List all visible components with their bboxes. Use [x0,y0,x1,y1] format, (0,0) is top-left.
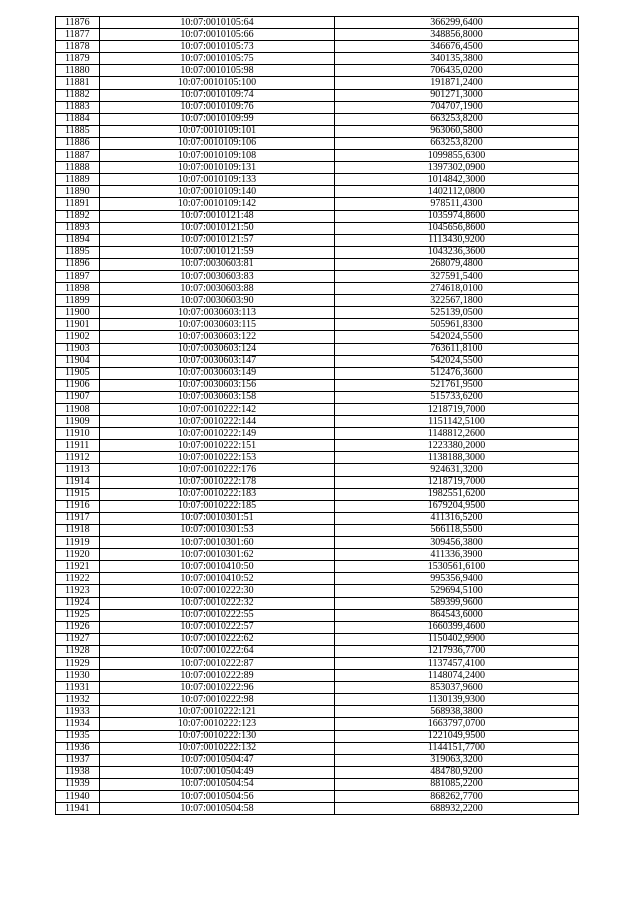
cadastral-number-cell: 10:07:0010222:130 [100,730,335,742]
table-row [56,670,579,682]
table-body [56,17,579,815]
table-row [56,29,579,41]
table-row [56,488,579,500]
value-cell: 529694,5100 [335,585,579,597]
row-number-cell: 11876 [56,17,100,29]
row-number-cell: 11923 [56,585,100,597]
value-cell: 525139,0500 [335,307,579,319]
table-row [56,730,579,742]
row-number-cell: 11901 [56,319,100,331]
value-cell: 542024,5500 [335,331,579,343]
value-cell: 327591,5400 [335,270,579,282]
table-row [56,222,579,234]
table-row [56,343,579,355]
row-number-cell: 11894 [56,234,100,246]
cadastral-number-cell: 10:07:0010109:140 [100,186,335,198]
table-row [56,234,579,246]
value-cell: 521761,9500 [335,379,579,391]
cadastral-number-cell: 10:07:0010105:75 [100,53,335,65]
value-cell: 1137457,4100 [335,657,579,669]
table-row [56,633,579,645]
value-cell: 1043236,3600 [335,246,579,258]
cadastral-number-cell: 10:07:0010222:142 [100,404,335,416]
value-cell: 864543,6000 [335,609,579,621]
row-number-cell: 11929 [56,657,100,669]
table-row [56,125,579,137]
cadastral-value-table [55,16,579,815]
table-row [56,682,579,694]
value-cell: 268079,4800 [335,258,579,270]
table-row [56,416,579,428]
value-cell: 1660399,4600 [335,621,579,633]
cadastral-number-cell: 10:07:0030603:81 [100,258,335,270]
value-cell: 1663797,0700 [335,718,579,730]
value-cell: 1035974,8600 [335,210,579,222]
table-row [56,585,579,597]
cadastral-number-cell: 10:07:0010222:64 [100,645,335,657]
table-row [56,258,579,270]
cadastral-number-cell: 10:07:0010222:183 [100,488,335,500]
row-number-cell: 11890 [56,186,100,198]
table-row [56,89,579,101]
value-cell: 366299,6400 [335,17,579,29]
row-number-cell: 11924 [56,597,100,609]
value-cell: 963060,5800 [335,125,579,137]
table-row [56,162,579,174]
value-cell: 1148812,2600 [335,428,579,440]
value-cell: 704707,1900 [335,101,579,113]
cadastral-number-cell: 10:07:0010222:96 [100,682,335,694]
table-row [56,464,579,476]
cadastral-number-cell: 10:07:0010301:60 [100,537,335,549]
value-cell: 340135,3800 [335,53,579,65]
cadastral-number-cell: 10:07:0010222:153 [100,452,335,464]
cadastral-number-cell: 10:07:0010222:30 [100,585,335,597]
cadastral-number-cell: 10:07:0010301:53 [100,524,335,536]
table-row [56,440,579,452]
value-cell: 1217936,7700 [335,645,579,657]
table-row [56,524,579,536]
row-number-cell: 11941 [56,803,100,815]
row-number-cell: 11926 [56,621,100,633]
cadastral-number-cell: 10:07:0030603:122 [100,331,335,343]
value-cell: 566118,5500 [335,524,579,536]
table-row [56,452,579,464]
cadastral-number-cell: 10:07:0010109:74 [100,89,335,101]
cadastral-number-cell: 10:07:0030603:149 [100,367,335,379]
table-row [56,53,579,65]
table-row [56,246,579,258]
value-cell: 411316,5200 [335,512,579,524]
value-cell: 1679204,9500 [335,500,579,512]
cadastral-number-cell: 10:07:0010109:99 [100,113,335,125]
table-row [56,355,579,367]
table-row [56,500,579,512]
cadastral-number-cell: 10:07:0010105:73 [100,41,335,53]
row-number-cell: 11939 [56,778,100,790]
cadastral-number-cell: 10:07:0010109:142 [100,198,335,210]
cadastral-number-cell: 10:07:0010222:32 [100,597,335,609]
value-cell: 1982551,6200 [335,488,579,500]
row-number-cell: 11884 [56,113,100,125]
table-row [56,283,579,295]
value-cell: 274618,0100 [335,283,579,295]
value-cell: 1130139,9300 [335,694,579,706]
cadastral-number-cell: 10:07:0030603:90 [100,295,335,307]
row-number-cell: 11930 [56,670,100,682]
table-row [56,113,579,125]
cadastral-number-cell: 10:07:0030603:115 [100,319,335,331]
cadastral-number-cell: 10:07:0030603:158 [100,391,335,403]
value-cell: 346676,4500 [335,41,579,53]
row-number-cell: 11905 [56,367,100,379]
value-cell: 688932,2200 [335,803,579,815]
row-number-cell: 11935 [56,730,100,742]
cadastral-number-cell: 10:07:0010222:185 [100,500,335,512]
row-number-cell: 11904 [56,355,100,367]
table-row [56,742,579,754]
row-number-cell: 11898 [56,283,100,295]
table-row [56,621,579,633]
value-cell: 309456,3800 [335,537,579,549]
table-row [56,778,579,790]
value-cell: 1218719,7000 [335,476,579,488]
cadastral-number-cell: 10:07:0010222:176 [100,464,335,476]
table-row [56,101,579,113]
cadastral-number-cell: 10:07:0010109:108 [100,150,335,162]
row-number-cell: 11911 [56,440,100,452]
table-row [56,210,579,222]
cadastral-number-cell: 10:07:0030603:147 [100,355,335,367]
row-number-cell: 11877 [56,29,100,41]
cadastral-number-cell: 10:07:0010222:55 [100,609,335,621]
table-row [56,597,579,609]
table-row [56,754,579,766]
row-number-cell: 11933 [56,706,100,718]
row-number-cell: 11880 [56,65,100,77]
value-cell: 411336,3900 [335,549,579,561]
cadastral-number-cell: 10:07:0030603:124 [100,343,335,355]
table-row [56,270,579,282]
table-row [56,137,579,149]
cadastral-number-cell: 10:07:0010109:101 [100,125,335,137]
row-number-cell: 11903 [56,343,100,355]
row-number-cell: 11914 [56,476,100,488]
table-row [56,791,579,803]
row-number-cell: 11927 [56,633,100,645]
table-row [56,609,579,621]
table-row [56,512,579,524]
value-cell: 1138188,3000 [335,452,579,464]
row-number-cell: 11925 [56,609,100,621]
table-row [56,549,579,561]
table-row [56,77,579,89]
cadastral-number-cell: 10:07:0010222:123 [100,718,335,730]
cadastral-number-cell: 10:07:0010222:149 [100,428,335,440]
value-cell: 1218719,7000 [335,404,579,416]
row-number-cell: 11918 [56,524,100,536]
value-cell: 505961,8300 [335,319,579,331]
table-row [56,319,579,331]
value-cell: 348856,8000 [335,29,579,41]
row-number-cell: 11882 [56,89,100,101]
value-cell: 1151142,5100 [335,416,579,428]
table-row [56,803,579,815]
value-cell: 663253,8200 [335,113,579,125]
value-cell: 589399,9600 [335,597,579,609]
table-row [56,17,579,29]
value-cell: 1223380,2000 [335,440,579,452]
row-number-cell: 11921 [56,561,100,573]
row-number-cell: 11910 [56,428,100,440]
value-cell: 1014842,3000 [335,174,579,186]
row-number-cell: 11916 [56,500,100,512]
row-number-cell: 11936 [56,742,100,754]
row-number-cell: 11889 [56,174,100,186]
value-cell: 978511,4300 [335,198,579,210]
row-number-cell: 11909 [56,416,100,428]
cadastral-number-cell: 10:07:0010222:62 [100,633,335,645]
table-row [56,41,579,53]
cadastral-number-cell: 10:07:0010109:133 [100,174,335,186]
cadastral-number-cell: 10:07:0010222:121 [100,706,335,718]
cadastral-number-cell: 10:07:0010222:87 [100,657,335,669]
cadastral-number-cell: 10:07:0030603:83 [100,270,335,282]
row-number-cell: 11912 [56,452,100,464]
cadastral-number-cell: 10:07:0010222:89 [100,670,335,682]
table-row [56,706,579,718]
value-cell: 1397302,0900 [335,162,579,174]
value-cell: 901271,3000 [335,89,579,101]
cadastral-number-cell: 10:07:0010410:52 [100,573,335,585]
value-cell: 706435,0200 [335,65,579,77]
row-number-cell: 11917 [56,512,100,524]
value-cell: 924631,3200 [335,464,579,476]
cadastral-number-cell: 10:07:0010222:57 [100,621,335,633]
row-number-cell: 11900 [56,307,100,319]
cadastral-number-cell: 10:07:0010301:62 [100,549,335,561]
row-number-cell: 11891 [56,198,100,210]
row-number-cell: 11902 [56,331,100,343]
table-row [56,657,579,669]
cadastral-number-cell: 10:07:0010109:76 [100,101,335,113]
row-number-cell: 11899 [56,295,100,307]
cadastral-number-cell: 10:07:0010105:98 [100,65,335,77]
value-cell: 763611,8100 [335,343,579,355]
table-row [56,645,579,657]
table-row [56,307,579,319]
row-number-cell: 11881 [56,77,100,89]
row-number-cell: 11920 [56,549,100,561]
row-number-cell: 11906 [56,379,100,391]
cadastral-number-cell: 10:07:0010222:132 [100,742,335,754]
cadastral-number-cell: 10:07:0010121:57 [100,234,335,246]
cadastral-number-cell: 10:07:0010105:100 [100,77,335,89]
cadastral-number-cell: 10:07:0030603:113 [100,307,335,319]
row-number-cell: 11907 [56,391,100,403]
value-cell: 1221049,9500 [335,730,579,742]
row-number-cell: 11932 [56,694,100,706]
cadastral-number-cell: 10:07:0010121:50 [100,222,335,234]
row-number-cell: 11885 [56,125,100,137]
cadastral-number-cell: 10:07:0010222:144 [100,416,335,428]
cadastral-number-cell: 10:07:0010109:131 [100,162,335,174]
table-row [56,150,579,162]
table-row [56,537,579,549]
table-row [56,766,579,778]
cadastral-number-cell: 10:07:0010222:151 [100,440,335,452]
table-row [56,379,579,391]
row-number-cell: 11940 [56,791,100,803]
row-number-cell: 11888 [56,162,100,174]
row-number-cell: 11896 [56,258,100,270]
cadastral-number-cell: 10:07:0010504:56 [100,791,335,803]
value-cell: 542024,5500 [335,355,579,367]
table-row [56,186,579,198]
row-number-cell: 11928 [56,645,100,657]
row-number-cell: 11937 [56,754,100,766]
table-row [56,367,579,379]
table-row [56,694,579,706]
value-cell: 868262,7700 [335,791,579,803]
cadastral-number-cell: 10:07:0010504:47 [100,754,335,766]
cadastral-number-cell: 10:07:0010222:178 [100,476,335,488]
value-cell: 1045656,8600 [335,222,579,234]
value-cell: 1113430,9200 [335,234,579,246]
value-cell: 568938,3800 [335,706,579,718]
row-number-cell: 11908 [56,404,100,416]
table-row [56,476,579,488]
table-row [56,295,579,307]
cadastral-number-cell: 10:07:0010222:98 [100,694,335,706]
table-row [56,573,579,585]
table-row [56,561,579,573]
row-number-cell: 11878 [56,41,100,53]
table-row [56,174,579,186]
table-row [56,428,579,440]
cadastral-number-cell: 10:07:0010105:64 [100,17,335,29]
value-cell: 1148074,2400 [335,670,579,682]
value-cell: 1099855,6300 [335,150,579,162]
row-number-cell: 11938 [56,766,100,778]
value-cell: 319063,3200 [335,754,579,766]
cadastral-number-cell: 10:07:0010109:106 [100,137,335,149]
value-cell: 881085,2200 [335,778,579,790]
cadastral-number-cell: 10:07:0010504:49 [100,766,335,778]
value-cell: 853037,9600 [335,682,579,694]
row-number-cell: 11879 [56,53,100,65]
row-number-cell: 11931 [56,682,100,694]
row-number-cell: 11919 [56,537,100,549]
cadastral-number-cell: 10:07:0010410:50 [100,561,335,573]
value-cell: 1530561,6100 [335,561,579,573]
table-row [56,198,579,210]
value-cell: 1150402,9900 [335,633,579,645]
row-number-cell: 11922 [56,573,100,585]
value-cell: 322567,1800 [335,295,579,307]
value-cell: 663253,8200 [335,137,579,149]
table-row [56,65,579,77]
cadastral-number-cell: 10:07:0010105:66 [100,29,335,41]
table-row [56,331,579,343]
row-number-cell: 11887 [56,150,100,162]
value-cell: 995356,9400 [335,573,579,585]
cadastral-number-cell: 10:07:0030603:156 [100,379,335,391]
cadastral-number-cell: 10:07:0010504:58 [100,803,335,815]
value-cell: 1144151,7700 [335,742,579,754]
row-number-cell: 11934 [56,718,100,730]
cadastral-number-cell: 10:07:0010121:48 [100,210,335,222]
value-cell: 191871,2400 [335,77,579,89]
row-number-cell: 11883 [56,101,100,113]
value-cell: 512476,3600 [335,367,579,379]
row-number-cell: 11915 [56,488,100,500]
row-number-cell: 11895 [56,246,100,258]
table-row [56,404,579,416]
row-number-cell: 11886 [56,137,100,149]
row-number-cell: 11897 [56,270,100,282]
value-cell: 484780,9200 [335,766,579,778]
table-row [56,391,579,403]
row-number-cell: 11892 [56,210,100,222]
row-number-cell: 11893 [56,222,100,234]
value-cell: 1402112,0800 [335,186,579,198]
cadastral-number-cell: 10:07:0030603:88 [100,283,335,295]
cadastral-number-cell: 10:07:0010121:59 [100,246,335,258]
cadastral-number-cell: 10:07:0010504:54 [100,778,335,790]
cadastral-number-cell: 10:07:0010301:51 [100,512,335,524]
row-number-cell: 11913 [56,464,100,476]
value-cell: 515733,6200 [335,391,579,403]
table-row [56,718,579,730]
